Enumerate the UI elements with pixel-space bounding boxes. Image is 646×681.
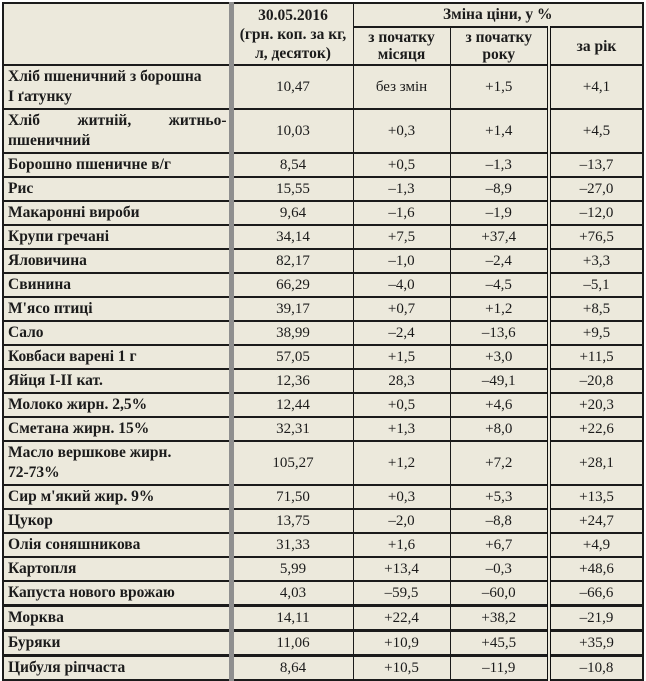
product-name (3, 631, 231, 656)
product-name-line: Крупи гречані (8, 228, 110, 245)
price-value: 8,64 (231, 656, 353, 681)
change-month-value: –1,3 (353, 177, 450, 201)
product-name (3, 153, 231, 177)
price-value: 34,14 (231, 225, 353, 249)
change-month-value: –1,6 (353, 201, 450, 225)
change-ytd-value: –1,3 (450, 153, 549, 177)
change-ytd-value: –1,9 (450, 201, 549, 225)
table-row (3, 581, 643, 606)
change-year-value: +35,9 (549, 631, 643, 656)
change-year-value: –12,0 (549, 201, 643, 225)
table-row (3, 557, 643, 581)
product-name (3, 441, 231, 485)
change-year-value: +4,5 (549, 109, 643, 153)
change-year-value: +24,7 (549, 509, 643, 533)
product-name (3, 297, 231, 321)
product-name-line: І ґатунку (8, 88, 72, 105)
subcol-ytd-header: з початку року (450, 27, 549, 65)
product-name-line: Морква (8, 609, 64, 626)
product-name (3, 249, 231, 273)
change-year-value: +8,5 (549, 297, 643, 321)
product-name-line: Олія соняшникова (8, 536, 141, 553)
change-ytd-value: +1,5 (450, 65, 549, 109)
change-month-value: +0,5 (353, 153, 450, 177)
change-month-value: +1,3 (353, 417, 450, 441)
price-column-header (231, 3, 353, 65)
product-name-line: Цукор (8, 512, 53, 529)
change-month-value: +22,4 (353, 606, 450, 631)
product-name (3, 509, 231, 533)
product-name-word: житньо- (168, 112, 227, 129)
price-value: 39,17 (231, 297, 353, 321)
change-month-value: +13,4 (353, 557, 450, 581)
price-table (2, 2, 644, 681)
table-row (3, 656, 643, 681)
change-month-value: +0,3 (353, 485, 450, 509)
change-month-value: без змін (353, 65, 450, 109)
change-year-value: –10,8 (549, 656, 643, 681)
product-name (3, 109, 231, 153)
price-value: 66,29 (231, 273, 353, 297)
product-name-word: житній, (77, 112, 132, 129)
table-row (3, 321, 643, 345)
change-ytd-value: +38,2 (450, 606, 549, 631)
table-row (3, 441, 643, 485)
change-year-value: +9,5 (549, 321, 643, 345)
product-name (3, 273, 231, 297)
table-row (3, 509, 643, 533)
change-month-value: +1,5 (353, 345, 450, 369)
product-name-line: Рис (8, 180, 34, 197)
product-name (3, 321, 231, 345)
change-month-value: 28,3 (353, 369, 450, 393)
table-row (3, 606, 643, 631)
price-value: 11,06 (231, 631, 353, 656)
change-year-value: +48,6 (549, 557, 643, 581)
price-value: 71,50 (231, 485, 353, 509)
corner-cell (3, 3, 231, 65)
change-year-value: +3,3 (549, 249, 643, 273)
change-year-value: +22,6 (549, 417, 643, 441)
change-month-value: –4,0 (353, 273, 450, 297)
price-value: 10,03 (231, 109, 353, 153)
table-row (3, 485, 643, 509)
product-name-line: Цибуля ріпчаста (8, 659, 126, 676)
change-ytd-value: –11,9 (450, 656, 549, 681)
change-ytd-value: –8,8 (450, 509, 549, 533)
change-year-value: +28,1 (549, 441, 643, 485)
change-ytd-value: –60,0 (450, 581, 549, 606)
table-row (3, 225, 643, 249)
product-name-line: М'ясо птиці (8, 300, 93, 317)
table-row (3, 273, 643, 297)
product-name-line: Яловичина (8, 252, 87, 269)
price-table-body (3, 65, 643, 680)
product-name-line: Буряки (8, 634, 61, 651)
change-group-header: Зміна ціни, у % (353, 3, 643, 27)
product-name-line: Борошно пшеничне в/г (8, 156, 171, 173)
subcol-month-header: з початку місяця (353, 27, 450, 65)
price-value: 14,11 (231, 606, 353, 631)
product-name-line: Молоко жирн. 2,5% (8, 396, 148, 413)
product-name (3, 177, 231, 201)
change-month-value: +1,6 (353, 533, 450, 557)
product-name (3, 345, 231, 369)
table-row (3, 153, 643, 177)
table-row (3, 201, 643, 225)
price-value: 8,54 (231, 153, 353, 177)
change-ytd-value: +6,7 (450, 533, 549, 557)
change-year-value: +20,3 (549, 393, 643, 417)
change-ytd-value: +1,4 (450, 109, 549, 153)
price-value: 82,17 (231, 249, 353, 273)
change-ytd-value: –13,6 (450, 321, 549, 345)
change-month-value: +0,3 (353, 109, 450, 153)
change-month-value: –59,5 (353, 581, 450, 606)
product-name (3, 417, 231, 441)
change-year-value: –5,1 (549, 273, 643, 297)
table-row (3, 417, 643, 441)
price-value: 12,44 (231, 393, 353, 417)
product-name-line: Сир м'який жир. 9% (8, 488, 155, 505)
product-name-line: Яйця І-ІІ кат. (8, 372, 103, 389)
table-row (3, 297, 643, 321)
product-name-line (8, 111, 227, 131)
table-row (3, 109, 643, 153)
table-row (3, 533, 643, 557)
price-value: 10,47 (231, 65, 353, 109)
price-value: 13,75 (231, 509, 353, 533)
change-year-value: –21,9 (549, 606, 643, 631)
product-name-word: Хліб (8, 112, 40, 129)
change-year-value: –20,8 (549, 369, 643, 393)
change-ytd-value: –8,9 (450, 177, 549, 201)
change-year-value: +76,5 (549, 225, 643, 249)
product-name (3, 225, 231, 249)
change-year-value: –13,7 (549, 153, 643, 177)
price-value: 15,55 (231, 177, 353, 201)
change-month-value: +1,2 (353, 441, 450, 485)
change-year-value: +11,5 (549, 345, 643, 369)
change-ytd-value: +1,2 (450, 297, 549, 321)
table-row (3, 65, 643, 109)
price-value: 57,05 (231, 345, 353, 369)
change-month-value: +0,7 (353, 297, 450, 321)
product-name-line: Сало (8, 324, 44, 341)
table-row (3, 249, 643, 273)
change-year-value: +4,9 (549, 533, 643, 557)
price-value: 12,36 (231, 369, 353, 393)
price-value: 31,33 (231, 533, 353, 557)
change-ytd-value: +45,5 (450, 631, 549, 656)
change-ytd-value: +3,0 (450, 345, 549, 369)
price-value: 32,31 (231, 417, 353, 441)
table-row (3, 177, 643, 201)
change-year-value: –66,6 (549, 581, 643, 606)
change-month-value: –2,0 (353, 509, 450, 533)
price-table-header (3, 3, 643, 65)
product-name-line: Сметана жирн. 15% (8, 420, 150, 437)
change-month-value: +7,5 (353, 225, 450, 249)
change-ytd-value: –0,3 (450, 557, 549, 581)
subcol-year-header: за рік (549, 27, 643, 65)
change-year-value: +4,1 (549, 65, 643, 109)
product-name (3, 581, 231, 606)
price-value: 38,99 (231, 321, 353, 345)
change-ytd-value: –4,5 (450, 273, 549, 297)
product-name (3, 606, 231, 631)
table-row (3, 345, 643, 369)
price-value: 9,64 (231, 201, 353, 225)
product-name-line: Масло вершкове жирн. (8, 444, 172, 461)
date-label: 30.05.2016 (258, 6, 328, 24)
header-row-top (3, 3, 643, 27)
change-ytd-value: +8,0 (450, 417, 549, 441)
product-name-line: Свинина (8, 276, 72, 293)
change-month-value: +0,5 (353, 393, 450, 417)
product-name (3, 557, 231, 581)
product-name (3, 65, 231, 109)
change-ytd-value: –49,1 (450, 369, 549, 393)
change-ytd-value: +4,6 (450, 393, 549, 417)
change-year-value: –27,0 (549, 177, 643, 201)
product-name (3, 533, 231, 557)
table-row (3, 369, 643, 393)
product-name-line: пшеничний (8, 132, 91, 149)
change-month-value: –1,0 (353, 249, 450, 273)
change-month-value: +10,5 (353, 656, 450, 681)
unit-label-line1: (грн. коп. за кг, (239, 25, 347, 43)
table-row (3, 631, 643, 656)
product-name-line: Макаронні вироби (8, 204, 140, 221)
product-name (3, 393, 231, 417)
unit-label-line2: л, десяток) (255, 44, 331, 62)
product-name (3, 201, 231, 225)
product-name-line: Ковбаси варені 1 г (8, 348, 137, 365)
table-row (3, 393, 643, 417)
price-value: 5,99 (231, 557, 353, 581)
change-ytd-value: –2,4 (450, 249, 549, 273)
change-ytd-value: +5,3 (450, 485, 549, 509)
price-value: 4,03 (231, 581, 353, 606)
change-month-value: +10,9 (353, 631, 450, 656)
change-ytd-value: +37,4 (450, 225, 549, 249)
change-ytd-value: +7,2 (450, 441, 549, 485)
product-name (3, 369, 231, 393)
product-name-line: Капуста нового врожаю (8, 584, 175, 601)
product-name (3, 485, 231, 509)
product-name (3, 656, 231, 681)
product-name-line: Картопля (8, 560, 77, 577)
price-value: 105,27 (231, 441, 353, 485)
change-month-value: –2,4 (353, 321, 450, 345)
product-name-line: 72-73% (8, 464, 60, 481)
change-year-value: +13,5 (549, 485, 643, 509)
product-name-line: Хліб пшеничний з борошна (8, 68, 202, 85)
